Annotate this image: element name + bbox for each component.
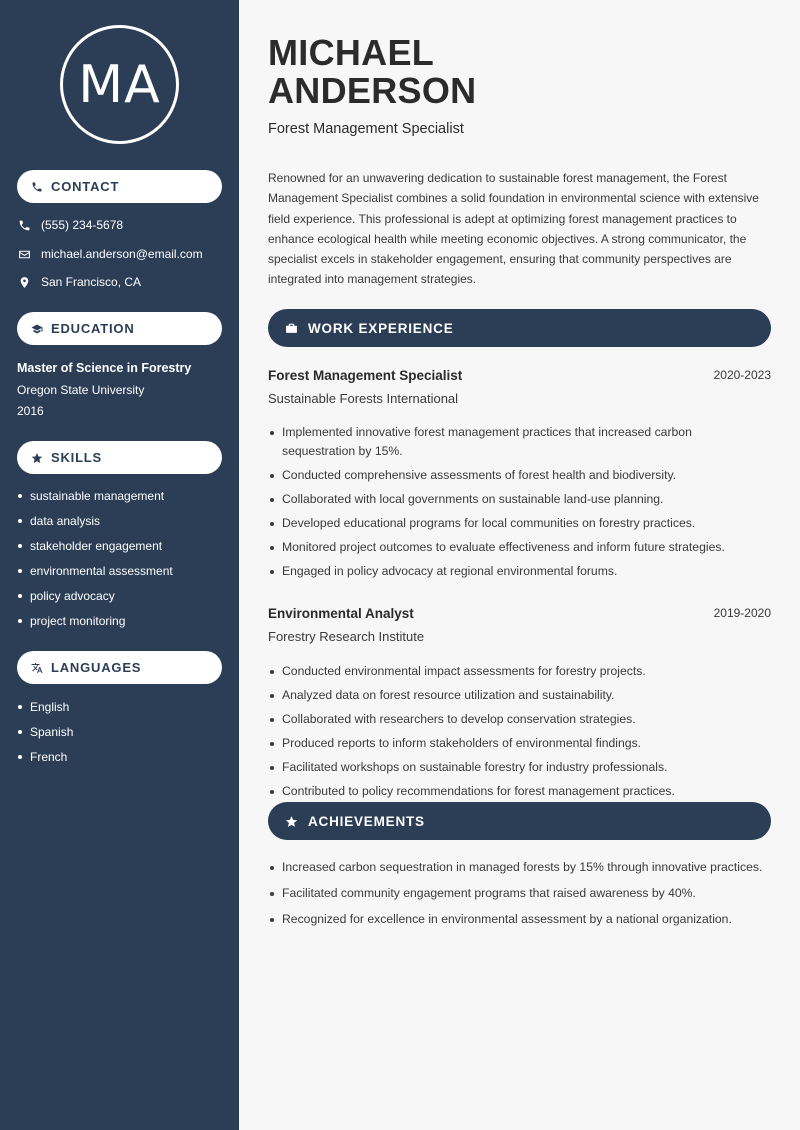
education-degree: Master of Science in Forestry <box>17 361 192 375</box>
job-bullets <box>270 662 765 806</box>
work-experience-heading <box>268 309 771 347</box>
education-year: 2016 <box>17 404 44 418</box>
education-school: Oregon State University <box>17 383 145 397</box>
monogram-avatar: MA <box>60 25 179 144</box>
list-item: Increased carbon sequestration in managed forests by 15% through innovative practices. <box>270 858 765 877</box>
translate-icon <box>31 662 43 674</box>
achievements-heading <box>268 802 771 840</box>
job-company: Forestry Research Institute <box>268 629 425 644</box>
skills-heading <box>17 441 222 474</box>
job-role: Forest Management Specialist <box>268 368 463 383</box>
list-item: Conducted environmental impact assessments for forestry projects. <box>270 662 765 681</box>
list-item: Conducted comprehensive assessments of forest health and biodiversity. <box>270 466 765 485</box>
phone-icon <box>31 181 43 193</box>
sidebar <box>0 0 239 1130</box>
skills-list <box>18 483 173 633</box>
list-item: Developed educational programs for local communities on forestry practices. <box>270 514 765 533</box>
graduation-cap-icon <box>31 323 43 335</box>
job-role: Environmental Analyst <box>268 606 414 621</box>
contact-heading-label: CONTACT <box>51 179 120 194</box>
location-text: San Francisco, CA <box>41 275 142 289</box>
list-item: Facilitated workshops on sustainable forestry for industry professionals. <box>270 758 765 777</box>
job-title: Forest Management Specialist <box>268 121 464 137</box>
list-item: Contributed to policy recommendations for forest management practices. <box>270 782 765 801</box>
job-dates: 2020-2023 <box>713 368 771 382</box>
skill-item: policy advocacy <box>18 583 173 608</box>
achievements-heading-label: ACHIEVEMENTS <box>308 813 425 829</box>
list-item: Facilitated community engagement programs that raised awareness by 40%. <box>270 884 765 903</box>
list-item: Collaborated with researchers to develop conservation strategies. <box>270 710 765 729</box>
contact-heading <box>17 170 222 203</box>
skill-item: data analysis <box>18 508 173 533</box>
job-company: Sustainable Forests International <box>268 391 459 406</box>
languages-heading-label: LANGUAGES <box>51 660 142 675</box>
list-item: Recognized for excellence in environmental assessment by a national organization. <box>270 910 765 929</box>
skill-item: stakeholder engagement <box>18 533 173 558</box>
profile-summary: Renowned for an unwavering dedication to sustainable forest management, the Forest Management Specialist combines a solid foundation in environmental science with extensive field experience. This professional is adept at optimizing forest management practices to enhance ecological health while meeting economic objectives. A strong communicator, the specialist excels in stakeholder engagement, ensuring that community perspectives are integrated into management strategies. <box>268 171 759 287</box>
languages-list <box>18 694 73 769</box>
languages-heading <box>17 651 222 684</box>
list-item: Engaged in policy advocacy at regional environmental forums. <box>270 562 765 581</box>
star-icon <box>31 452 43 464</box>
skill-item: project monitoring <box>18 608 173 633</box>
job-bullets <box>270 423 765 586</box>
skills-heading-label: SKILLS <box>51 450 103 465</box>
skill-item: sustainable management <box>18 483 173 508</box>
language-item: Spanish <box>18 719 73 744</box>
list-item: Implemented innovative forest management practices that increased carbon sequestration by 15%. <box>270 423 765 461</box>
list-item: Monitored project outcomes to evaluate effectiveness and inform future strategies. <box>270 538 765 557</box>
education-heading <box>17 312 222 345</box>
list-item: Analyzed data on forest resource utilization and sustainability. <box>270 686 765 705</box>
list-item: Produced reports to inform stakeholders of environmental findings. <box>270 734 765 753</box>
work-experience-heading-label: WORK EXPERIENCE <box>308 320 454 336</box>
name-line-last: ANDERSON <box>268 70 477 111</box>
language-item: French <box>18 744 73 769</box>
mail-icon <box>18 248 31 261</box>
contact-location <box>18 275 141 289</box>
list-item: Collaborated with local governments on sustainable land-use planning. <box>270 490 765 509</box>
phone-icon <box>18 219 31 232</box>
phone-text: (555) 234-5678 <box>41 218 124 232</box>
achievements-list <box>270 858 765 934</box>
contact-phone[interactable] <box>18 218 123 232</box>
education-heading-label: EDUCATION <box>51 321 135 336</box>
location-pin-icon <box>18 276 31 289</box>
skill-item: environmental assessment <box>18 558 173 583</box>
briefcase-icon <box>285 322 298 335</box>
email-text: michael.anderson@email.com <box>41 247 203 261</box>
job-dates: 2019-2020 <box>713 606 771 620</box>
language-item: English <box>18 694 73 719</box>
star-icon <box>285 815 298 828</box>
full-name <box>268 34 476 110</box>
name-line-first: MICHAEL <box>268 32 435 73</box>
contact-email[interactable] <box>18 247 203 261</box>
